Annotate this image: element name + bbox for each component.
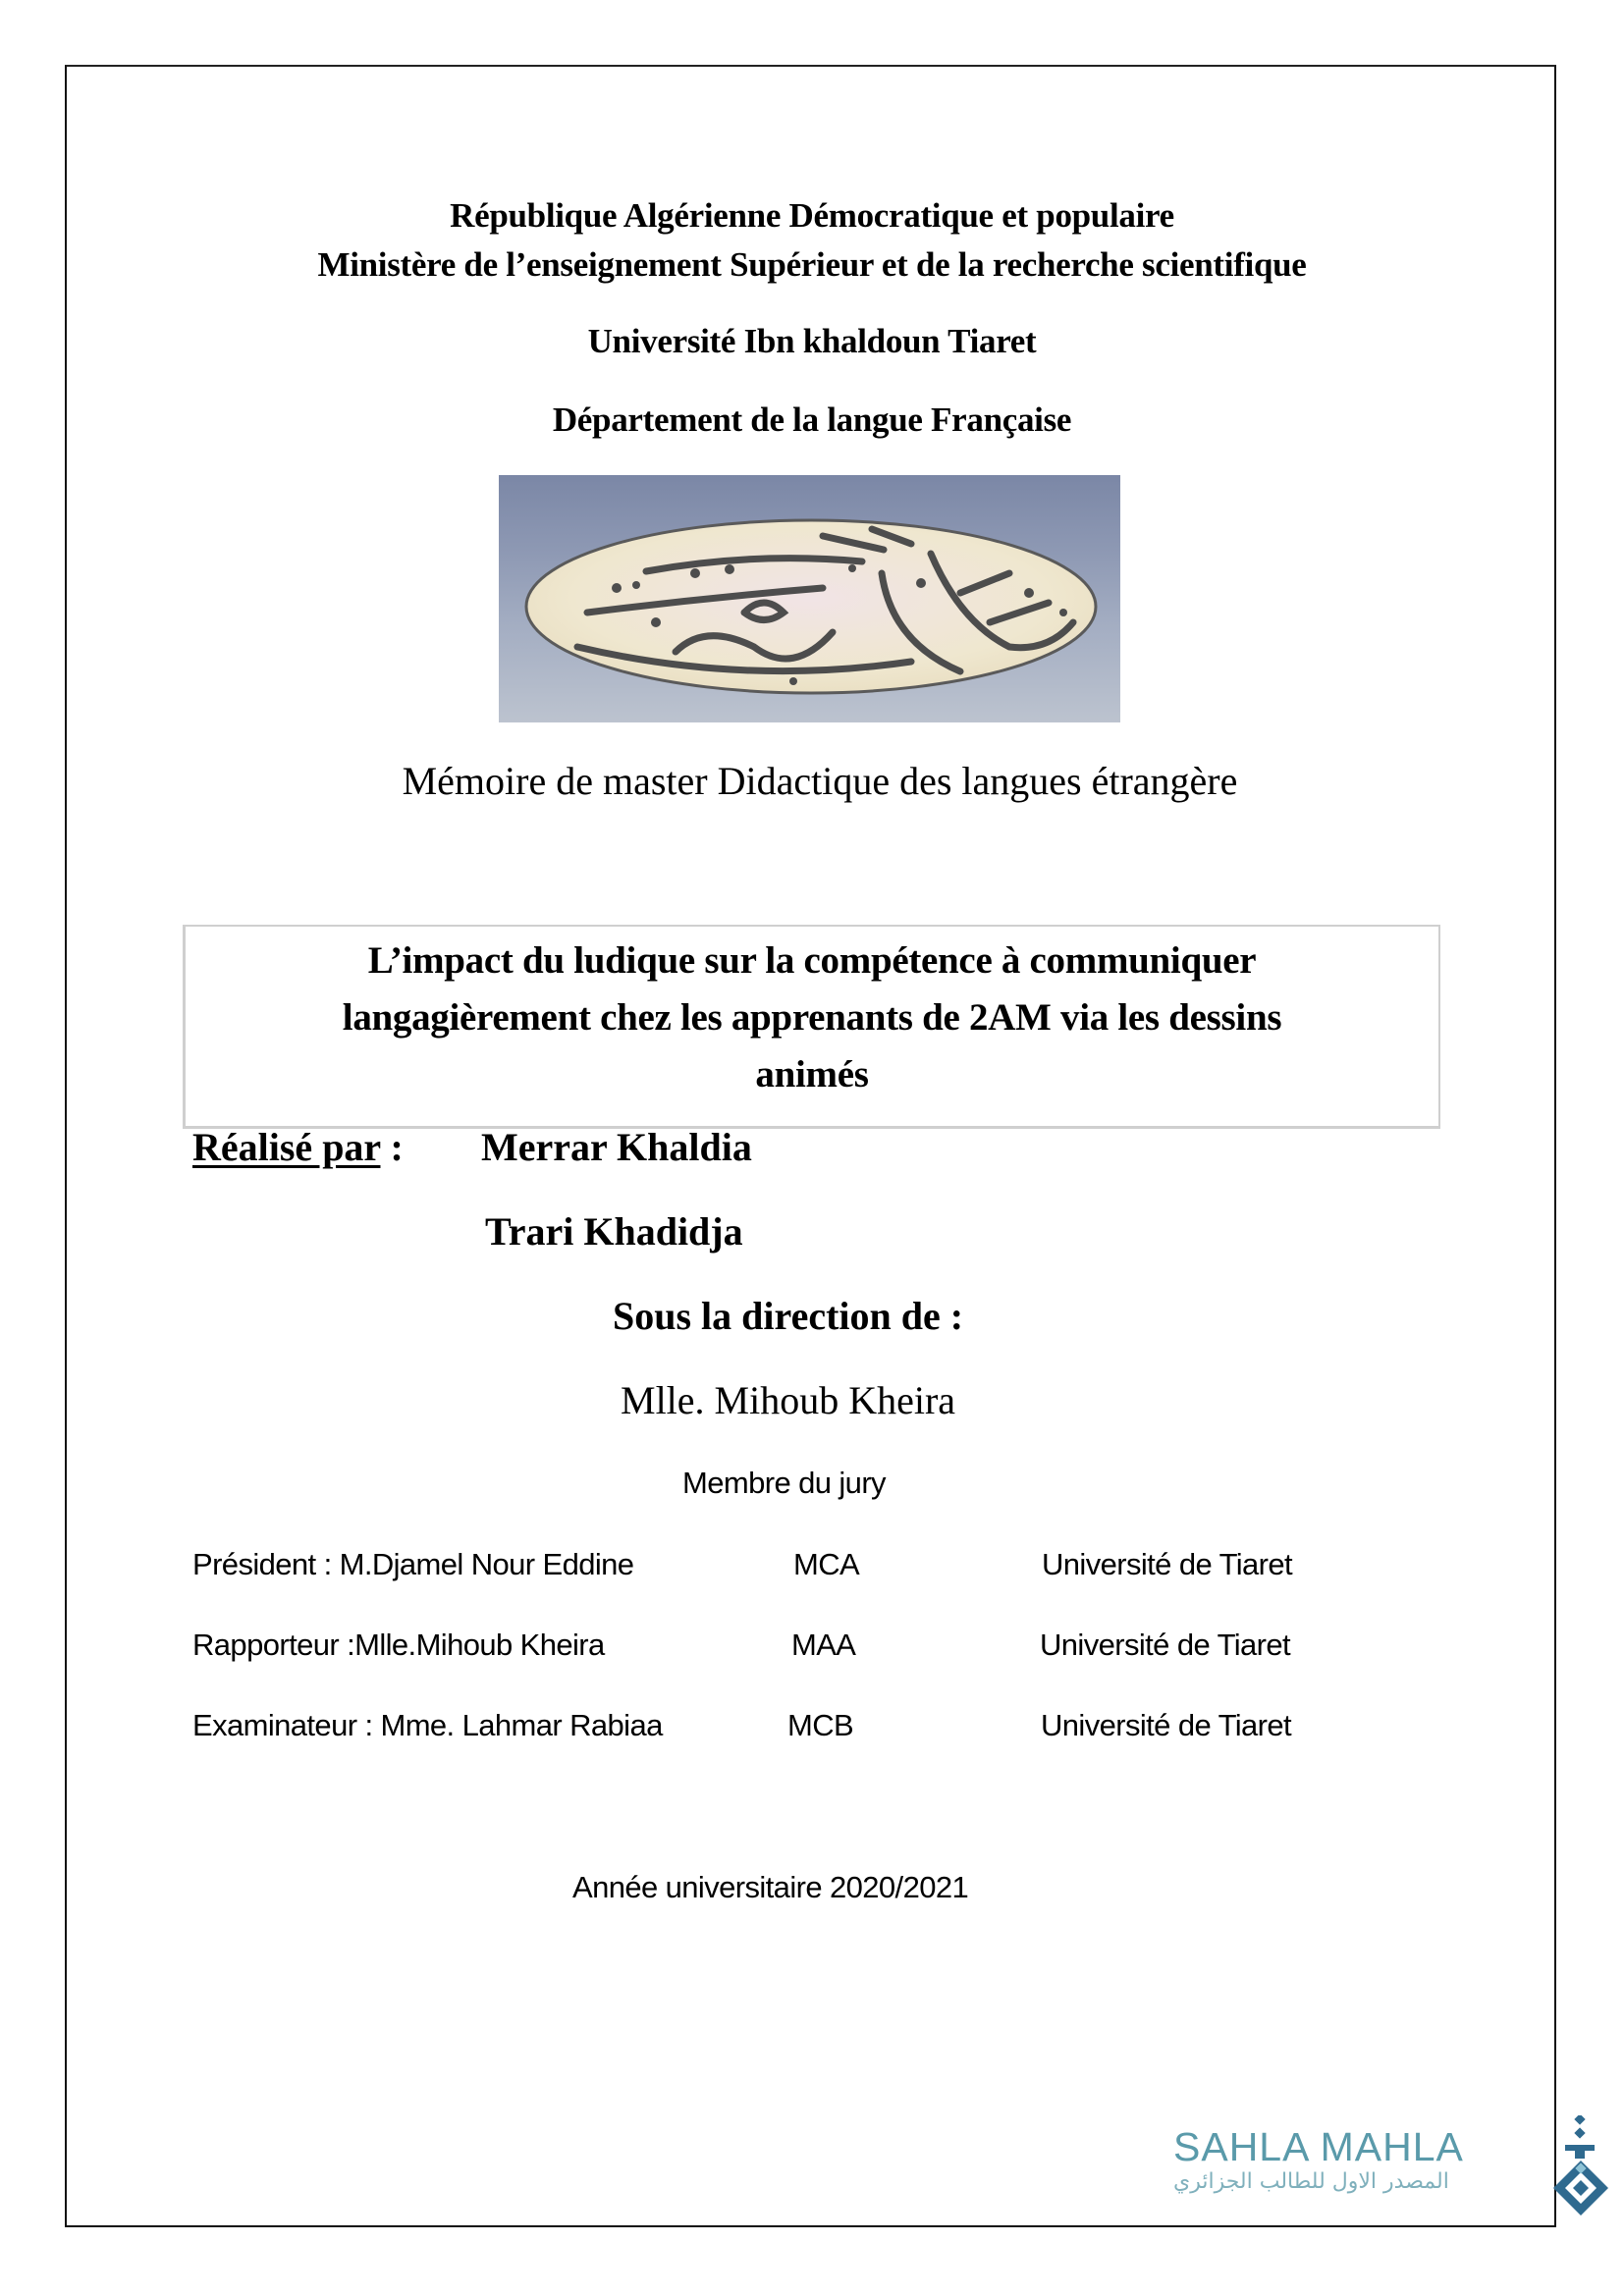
jury-member-grade: MAA: [791, 1628, 856, 1662]
jury-row: [192, 1547, 1469, 1586]
jury-member-name: Président : M.Djamel Nour Eddine: [192, 1547, 634, 1581]
authors-separator: :: [380, 1125, 404, 1169]
department-heading: Département de la langue Française: [552, 400, 1072, 439]
thesis-title-line-1: L’impact du ludique sur la compétence à communiquer: [367, 939, 1257, 982]
thesis-title-box: [183, 925, 1440, 1129]
jury-member-name: Rapporteur :Mlle.Mihoub Kheira: [192, 1628, 605, 1662]
university-logo: [499, 475, 1120, 722]
jury-member-name: Examinateur : Mme. Lahmar Rabiaa: [192, 1708, 663, 1742]
watermark-name: SAHLA MAHLA: [1173, 2124, 1464, 2169]
ministry-heading: Ministère de l’enseignement Supérieur et de la recherche scientifique: [317, 245, 1307, 284]
jury-heading: Membre du jury: [682, 1466, 886, 1500]
authors-label-wrap: [192, 1126, 404, 1169]
jury-member-grade: MCA: [793, 1547, 860, 1581]
watermark-tagline: المصدر الاول للطالب الجزائري: [1173, 2169, 1449, 2194]
author-name-2: Trari Khadidja: [485, 1209, 743, 1254]
jury-member-institution: Université de Tiaret: [1040, 1628, 1291, 1662]
jury-row: [192, 1628, 1469, 1667]
supervisor-name: Mlle. Mihoub Kheira: [621, 1378, 956, 1422]
academic-year: Année universitaire 2020/2021: [572, 1870, 969, 1904]
jury-row: [192, 1708, 1469, 1747]
supervision-label: Sous la direction de :: [613, 1294, 964, 1338]
republic-heading: République Algérienne Démocratique et populaire: [450, 196, 1174, 235]
author-name-1: Merrar Khaldia: [481, 1125, 752, 1169]
sahla-mahla-logo-icon: [1551, 2115, 1610, 2223]
jury-member-institution: Université de Tiaret: [1041, 1708, 1292, 1742]
thesis-title-line-2: langagièrement chez les apprenants de 2AM via les dessins: [342, 996, 1282, 1039]
jury-member-grade: MCB: [787, 1708, 854, 1742]
thesis-title-line-3: animés: [755, 1053, 869, 1095]
jury-member-institution: Université de Tiaret: [1042, 1547, 1293, 1581]
university-heading: Université Ibn khaldoun Tiaret: [587, 322, 1037, 360]
university-calligraphy-emblem-icon: [499, 475, 1120, 722]
authors-label: Réalisé par: [192, 1125, 381, 1169]
thesis-type: Mémoire de master Didactique des langues étrangère: [402, 759, 1238, 803]
sahla-mahla-watermark: [1173, 2125, 1566, 2204]
